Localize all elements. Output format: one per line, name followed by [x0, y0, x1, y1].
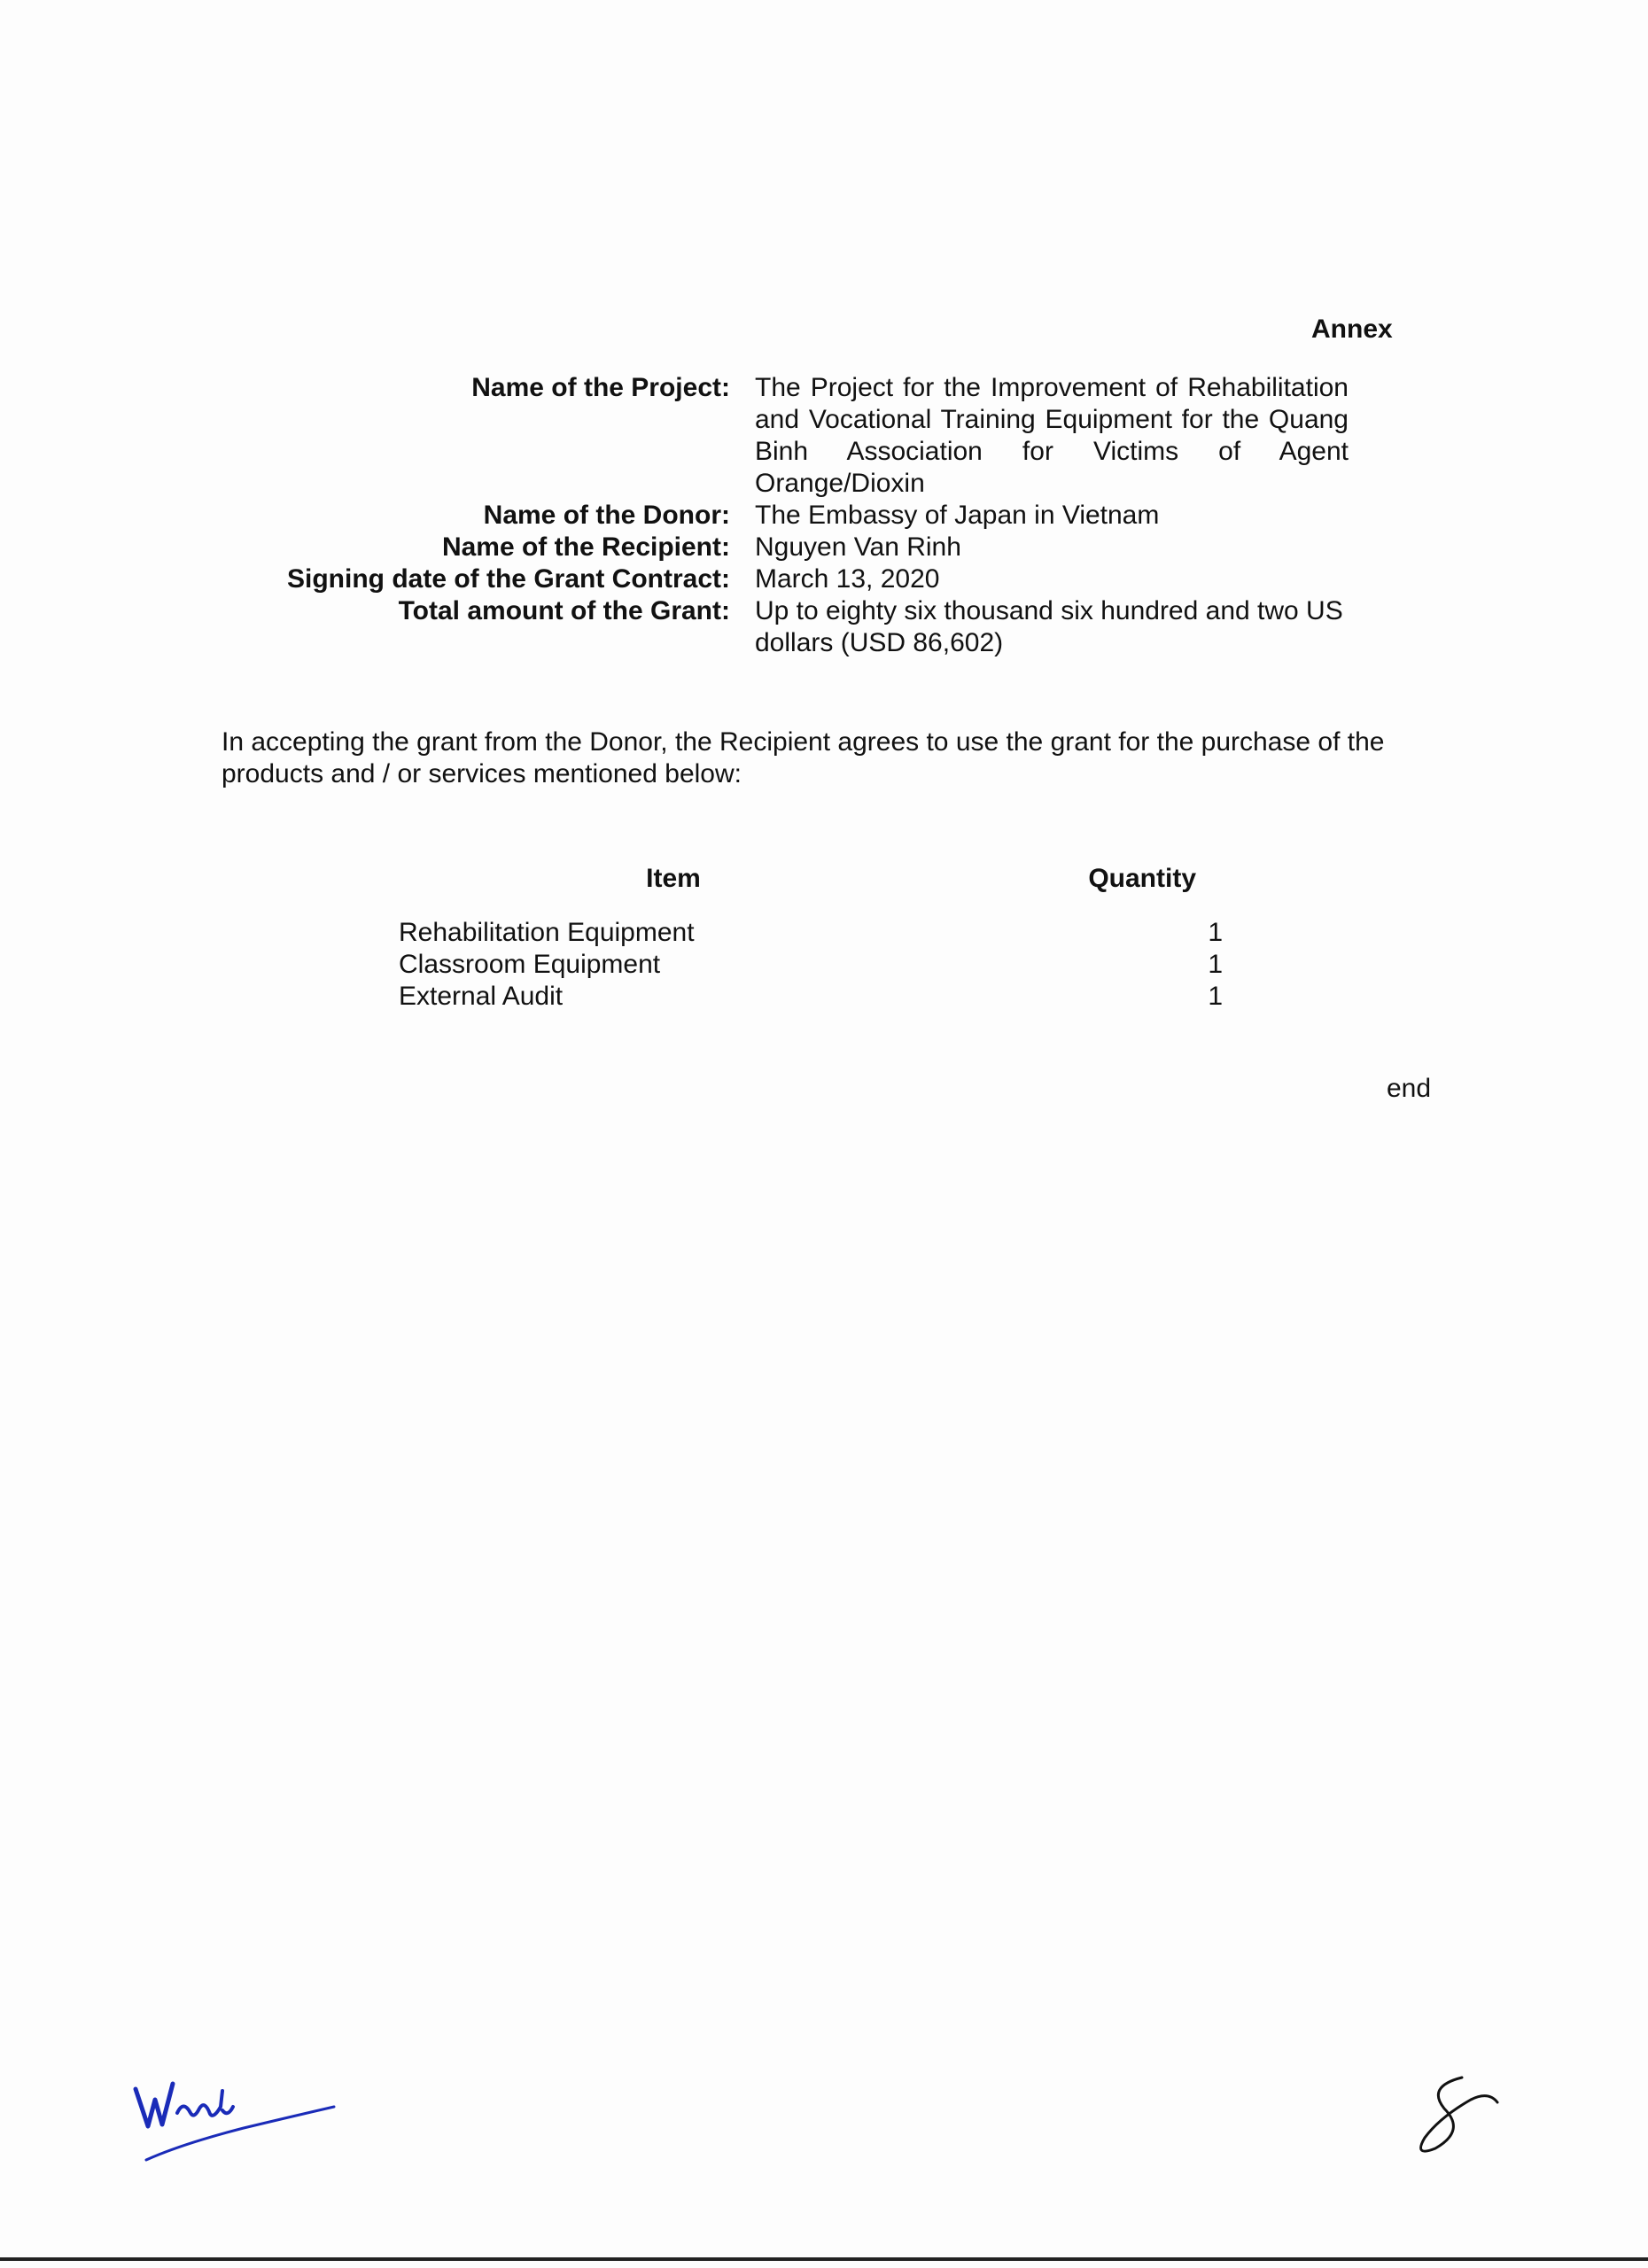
intro-paragraph: In accepting the grant from the Donor, the Recipient agrees to use the grant for the purchase of the products and / or services mentioned below: — [222, 727, 1385, 788]
item-name: Classroom Equipment — [399, 950, 661, 979]
table-row — [399, 949, 1285, 981]
item-quantity: 1 — [1208, 918, 1223, 947]
item-name: Rehabilitation Equipment — [399, 918, 695, 947]
field-label-signing-date: Signing date of the Grant Contract: — [287, 564, 730, 594]
items-table-header — [399, 864, 1285, 917]
field-total-amount — [213, 595, 1391, 659]
end-note: end — [1387, 1074, 1432, 1103]
field-label-recipient: Name of the Recipient: — [441, 532, 730, 562]
annex-title: Annex — [1311, 315, 1393, 344]
header-item: Item — [646, 864, 701, 893]
field-value-donor: The Embassy of Japan in Vietnam — [755, 501, 1160, 530]
field-signing-date — [213, 563, 1391, 595]
field-value-signing-date: March 13, 2020 — [755, 564, 940, 594]
field-recipient — [213, 532, 1391, 563]
field-value-project: The Project for the Improvement of Rehabilitation and Vocational Training Equipment for the Quang Binh Association for Victims of Agent Orange/Dioxin — [755, 373, 1349, 498]
header-quantity: Quantity — [1088, 864, 1196, 893]
field-value-recipient: Nguyen Van Rinh — [755, 532, 961, 562]
field-label-donor: Name of the Donor: — [483, 501, 730, 530]
field-value-total-amount: Up to eighty six thousand six hundred and two US dollars (USD 86,602) — [755, 596, 1343, 657]
scan-edge-line — [0, 2257, 1648, 2261]
item-quantity: 1 — [1208, 982, 1223, 1011]
field-donor — [213, 500, 1391, 532]
item-name: External Audit — [399, 982, 564, 1011]
table-row — [399, 917, 1285, 949]
items-table — [399, 864, 1285, 1013]
table-row — [399, 981, 1285, 1013]
field-label-project: Name of the Project: — [471, 373, 730, 402]
grant-fields — [213, 372, 1391, 659]
field-project — [213, 372, 1391, 500]
recipient-signature — [128, 2064, 341, 2171]
item-quantity: 1 — [1208, 950, 1223, 979]
field-label-total-amount: Total amount of the Grant: — [398, 596, 730, 625]
donor-initials — [1400, 2069, 1515, 2166]
